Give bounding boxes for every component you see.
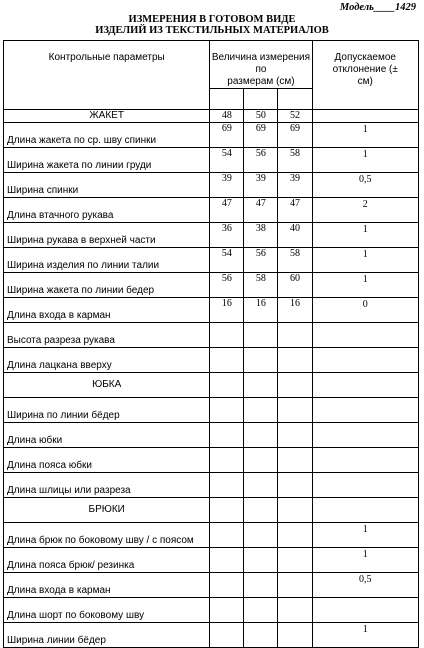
tolerance-value: 1 bbox=[312, 248, 419, 273]
table-row bbox=[4, 148, 419, 173]
tolerance-value: 1 bbox=[312, 548, 419, 573]
parameter-label: Длина юбки bbox=[4, 423, 210, 448]
size-value-2 bbox=[244, 448, 278, 473]
header-tol-line2: отклонение (± bbox=[332, 64, 398, 75]
parameter-label: Ширина жакета по линии груди bbox=[4, 148, 210, 173]
measurements-table bbox=[3, 40, 419, 648]
size-value-3 bbox=[278, 523, 312, 548]
header-size-line2: размерам (см) bbox=[227, 76, 295, 87]
tolerance-value bbox=[312, 398, 419, 423]
size-value-2 bbox=[244, 348, 278, 373]
tolerance-value: 1 bbox=[312, 623, 419, 648]
parameter-label: Длина входа в карман bbox=[4, 573, 210, 598]
tolerance-value bbox=[312, 373, 419, 398]
size-value-2: 16 bbox=[244, 298, 278, 323]
parameter-label: Ширина по линии бёдер bbox=[4, 398, 210, 423]
parameter-label: Длина втачного рукава bbox=[4, 198, 210, 223]
size-value-2 bbox=[244, 373, 278, 398]
parameter-label: Длина пояса юбки bbox=[4, 448, 210, 473]
size-value-1 bbox=[210, 523, 244, 548]
size-value-1 bbox=[210, 473, 244, 498]
table-row bbox=[4, 573, 419, 598]
tolerance-value bbox=[312, 498, 419, 523]
table-row bbox=[4, 273, 419, 298]
size-value-1 bbox=[210, 448, 244, 473]
table-row bbox=[4, 173, 419, 198]
header-measurement-by-size bbox=[210, 41, 312, 89]
header-tolerance bbox=[312, 41, 419, 110]
size-value-1: 54 bbox=[210, 148, 244, 173]
size-value-3 bbox=[278, 448, 312, 473]
size-value-1: 48 bbox=[210, 110, 244, 123]
size-value-1: 56 bbox=[210, 273, 244, 298]
size-value-3 bbox=[278, 548, 312, 573]
tolerance-value: 0 bbox=[312, 298, 419, 323]
size-value-2: 39 bbox=[244, 173, 278, 198]
size-value-2: 56 bbox=[244, 148, 278, 173]
parameter-label: Длина шлицы или разреза bbox=[4, 473, 210, 498]
size-value-3 bbox=[278, 323, 312, 348]
header-tol-line1: Допускаемое bbox=[334, 52, 396, 63]
size-value-1 bbox=[210, 373, 244, 398]
table-row bbox=[4, 548, 419, 573]
table-row bbox=[4, 623, 419, 648]
tolerance-value bbox=[312, 323, 419, 348]
parameter-label: Ширина спинки bbox=[4, 173, 210, 198]
size-value-1 bbox=[210, 348, 244, 373]
size-value-3: 39 bbox=[278, 173, 312, 198]
table-row bbox=[4, 598, 419, 623]
header-size-cell-3 bbox=[278, 89, 312, 110]
parameter-label: Длина жакета по ср. шву спинки bbox=[4, 123, 210, 148]
table-row bbox=[4, 223, 419, 248]
size-value-1 bbox=[210, 398, 244, 423]
table-row bbox=[4, 323, 419, 348]
size-value-3 bbox=[278, 498, 312, 523]
size-value-2: 50 bbox=[244, 110, 278, 123]
table-row bbox=[4, 348, 419, 373]
tolerance-value bbox=[312, 110, 419, 123]
parameter-label: Длина брюк по боковому шву / с поясом bbox=[4, 523, 210, 548]
table-row bbox=[4, 198, 419, 223]
size-value-1 bbox=[210, 573, 244, 598]
size-value-3 bbox=[278, 623, 312, 648]
parameter-label: Высота разреза рукава bbox=[4, 323, 210, 348]
table-row bbox=[4, 473, 419, 498]
document-title-line1: ИЗМЕРЕНИЯ В ГОТОВОМ ВИДЕ bbox=[128, 14, 296, 25]
size-value-3: 40 bbox=[278, 223, 312, 248]
size-value-3 bbox=[278, 423, 312, 448]
parameter-label: Длина лацкана вверху bbox=[4, 348, 210, 373]
size-value-1: 16 bbox=[210, 298, 244, 323]
size-value-1: 47 bbox=[210, 198, 244, 223]
size-value-1 bbox=[210, 423, 244, 448]
parameter-label: Длина шорт по боковому шву bbox=[4, 598, 210, 623]
parameter-label: Ширина линии бёдер bbox=[4, 623, 210, 648]
size-value-2 bbox=[244, 498, 278, 523]
size-value-1: 69 bbox=[210, 123, 244, 148]
size-value-2: 56 bbox=[244, 248, 278, 273]
size-value-1: 54 bbox=[210, 248, 244, 273]
size-value-1 bbox=[210, 598, 244, 623]
size-value-1 bbox=[210, 323, 244, 348]
header-control-parameters: Контрольные параметры bbox=[4, 41, 210, 110]
parameter-label: Длина входа в карман bbox=[4, 298, 210, 323]
size-value-1 bbox=[210, 498, 244, 523]
size-value-3 bbox=[278, 398, 312, 423]
tolerance-value bbox=[312, 348, 419, 373]
tolerance-value: 0,5 bbox=[312, 573, 419, 598]
size-value-2: 47 bbox=[244, 198, 278, 223]
size-value-2 bbox=[244, 548, 278, 573]
size-value-3 bbox=[278, 473, 312, 498]
table-row bbox=[4, 123, 419, 148]
document-title-line2: ИЗДЕЛИЙ ИЗ ТЕКСТИЛЬНЫХ МАТЕРИАЛОВ bbox=[95, 25, 329, 36]
table-row bbox=[4, 373, 419, 398]
tolerance-value bbox=[312, 598, 419, 623]
header-size-line1: Величина измерения по bbox=[211, 52, 311, 75]
parameter-label: Ширина рукава в верхней части bbox=[4, 223, 210, 248]
tolerance-value: 1 bbox=[312, 123, 419, 148]
size-value-2 bbox=[244, 423, 278, 448]
size-value-3 bbox=[278, 573, 312, 598]
size-value-3: 16 bbox=[278, 298, 312, 323]
size-value-3: 60 bbox=[278, 273, 312, 298]
size-value-3: 47 bbox=[278, 198, 312, 223]
size-value-3: 52 bbox=[278, 110, 312, 123]
size-value-2 bbox=[244, 573, 278, 598]
parameter-label: Ширина жакета по линии бедер bbox=[4, 273, 210, 298]
tolerance-value: 1 bbox=[312, 273, 419, 298]
size-value-2 bbox=[244, 473, 278, 498]
size-value-3: 69 bbox=[278, 123, 312, 148]
size-value-1: 36 bbox=[210, 223, 244, 248]
size-value-2 bbox=[244, 398, 278, 423]
tolerance-value bbox=[312, 448, 419, 473]
size-value-2: 38 bbox=[244, 223, 278, 248]
size-value-2 bbox=[244, 323, 278, 348]
parameter-label: Ширина изделия по линии талии bbox=[4, 248, 210, 273]
size-value-2: 58 bbox=[244, 273, 278, 298]
tolerance-value bbox=[312, 423, 419, 448]
tolerance-value: 1 bbox=[312, 148, 419, 173]
size-value-2 bbox=[244, 523, 278, 548]
table-row bbox=[4, 248, 419, 273]
size-value-3 bbox=[278, 598, 312, 623]
table-row bbox=[4, 398, 419, 423]
size-value-3 bbox=[278, 373, 312, 398]
size-value-2: 69 bbox=[244, 123, 278, 148]
header-size-cell-1 bbox=[210, 89, 244, 110]
header-size-cell-2 bbox=[244, 89, 278, 110]
section-label: БРЮКИ bbox=[4, 498, 210, 523]
tolerance-value: 1 bbox=[312, 523, 419, 548]
table-row bbox=[4, 498, 419, 523]
table-row bbox=[4, 523, 419, 548]
parameter-label: Длина пояса брюк/ резинка bbox=[4, 548, 210, 573]
header-tol-line3: см) bbox=[357, 76, 373, 87]
table-row bbox=[4, 110, 419, 123]
size-value-1 bbox=[210, 548, 244, 573]
tolerance-value: 2 bbox=[312, 198, 419, 223]
table-row bbox=[4, 448, 419, 473]
size-value-1: 39 bbox=[210, 173, 244, 198]
model-number: Модель____1429 bbox=[339, 2, 416, 13]
section-label: ЮБКА bbox=[4, 373, 210, 398]
size-value-3: 58 bbox=[278, 248, 312, 273]
tolerance-value: 0,5 bbox=[312, 173, 419, 198]
size-value-2 bbox=[244, 623, 278, 648]
section-label: ЖАКЕТ bbox=[4, 110, 210, 123]
size-value-3 bbox=[278, 348, 312, 373]
size-value-3: 58 bbox=[278, 148, 312, 173]
tolerance-value bbox=[312, 473, 419, 498]
size-value-2 bbox=[244, 598, 278, 623]
table-row bbox=[4, 423, 419, 448]
table-row bbox=[4, 298, 419, 323]
size-value-1 bbox=[210, 623, 244, 648]
tolerance-value: 1 bbox=[312, 223, 419, 248]
